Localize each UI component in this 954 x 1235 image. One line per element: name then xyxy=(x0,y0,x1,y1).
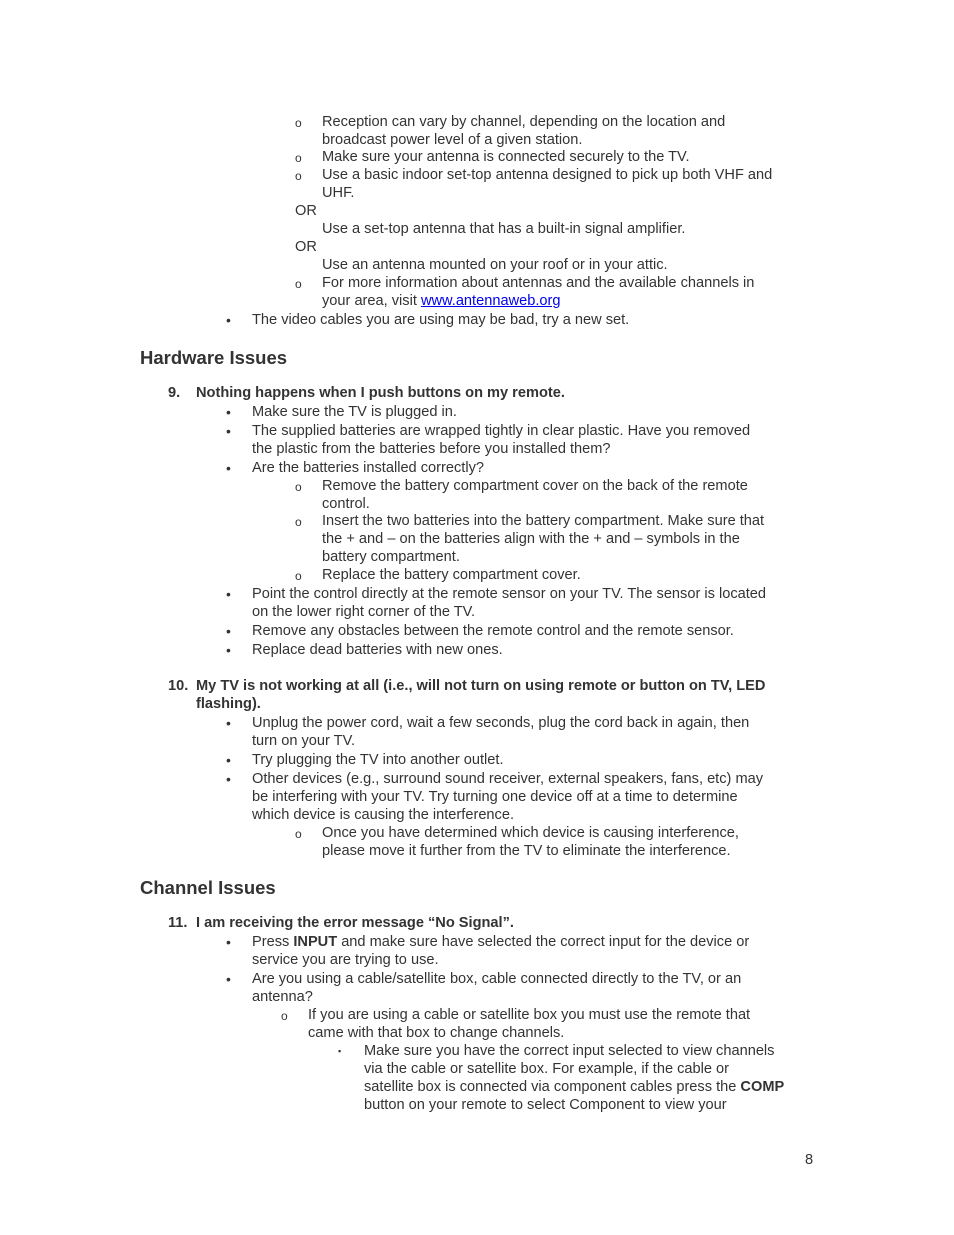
circle-bullet: o xyxy=(281,1009,288,1023)
text-line: Point the control directly at the remote sensor on your TV. The sensor is located xyxy=(252,586,767,602)
text-line: via the cable or satellite box. For example, if the cable or xyxy=(364,1061,730,1077)
bullet: • xyxy=(226,423,231,439)
or-label: OR xyxy=(295,239,317,255)
page-number: 8 xyxy=(805,1152,814,1168)
text-line: Insert the two batteries into the battery compartment. Make sure that xyxy=(322,513,765,529)
antennaweb-link[interactable]: www.antennaweb.org xyxy=(420,293,561,309)
question-text: flashing). xyxy=(196,696,261,712)
circle-bullet: o xyxy=(295,277,302,291)
circle-bullet: o xyxy=(295,515,302,529)
text-line: UHF. xyxy=(322,185,355,201)
question-number: 11. xyxy=(168,915,188,931)
text-line: Remove any obstacles between the remote control and the remote sensor. xyxy=(252,623,734,639)
bullet: • xyxy=(226,623,231,639)
text-line: be interfering with your TV. Try turning one device off at a time to determine xyxy=(252,789,738,805)
circle-bullet: o xyxy=(295,827,302,841)
circle-bullet: o xyxy=(295,151,302,165)
text-line: on the lower right corner of the TV. xyxy=(252,604,476,620)
circle-bullet: o xyxy=(295,480,302,494)
bullet: • xyxy=(226,971,231,987)
bullet: • xyxy=(226,715,231,731)
text-line: battery compartment. xyxy=(322,549,460,565)
bullet: • xyxy=(226,642,231,658)
question-number: 10. xyxy=(168,678,189,694)
text-fragment: Press xyxy=(252,934,294,950)
or-label: OR xyxy=(295,203,317,219)
text-line xyxy=(364,1078,784,1096)
text-line: which device is causing the interference. xyxy=(252,807,515,823)
text-line: Make sure your antenna is connected securely to the TV. xyxy=(322,149,690,165)
text-line: Are the batteries installed correctly? xyxy=(252,460,484,476)
text-fragment: and make sure have selected the correct input for the device or xyxy=(337,934,750,950)
text-line: came with that box to change channels. xyxy=(308,1025,565,1041)
channel-issues-heading: Channel Issues xyxy=(140,877,276,898)
comp-keyword: COMP xyxy=(740,1079,785,1095)
text-line: please move it further from the TV to eliminate the interference. xyxy=(322,843,731,859)
hardware-issues-heading: Hardware Issues xyxy=(140,347,288,368)
text-line: Reception can vary by channel, depending on the location and xyxy=(322,114,726,130)
question-text: Nothing happens when I push buttons on my remote. xyxy=(196,385,565,401)
square-bullet: ▪ xyxy=(338,1046,342,1056)
text-fragment: satellite box is connected via component cables press the xyxy=(364,1079,741,1095)
question-text: My TV is not working at all (i.e., will not turn on using remote or button on TV, LED xyxy=(196,678,766,694)
text-line: service you are trying to use. xyxy=(252,952,439,968)
bullet: • xyxy=(226,586,231,602)
text-line xyxy=(322,292,561,310)
text-line: Other devices (e.g., surround sound receiver, external speakers, fans, etc) may xyxy=(252,771,764,787)
text-line: Make sure you have the correct input selected to view channels xyxy=(364,1043,775,1059)
text-line: For more information about antennas and the available channels in xyxy=(322,275,755,291)
text-line: If you are using a cable or satellite box you must use the remote that xyxy=(308,1007,751,1023)
bullet: • xyxy=(226,404,231,420)
question-text: I am receiving the error message “No Signal”. xyxy=(196,915,514,931)
text-line: control. xyxy=(322,496,370,512)
bullet: • xyxy=(226,934,231,950)
text-line: the plastic from the batteries before you installed them? xyxy=(252,441,611,457)
text-line: antenna? xyxy=(252,989,313,1005)
text-line: Use an antenna mounted on your roof or in your attic. xyxy=(322,257,668,273)
text-line: Once you have determined which device is causing interference, xyxy=(322,825,739,841)
text-line: Unplug the power cord, wait a few seconds, plug the cord back in again, then xyxy=(252,715,750,731)
input-keyword: INPUT xyxy=(293,934,338,950)
text-fragment: your area, visit xyxy=(322,293,421,309)
circle-bullet: o xyxy=(295,569,302,583)
text-line: button on your remote to select Component to view your xyxy=(364,1097,727,1113)
text-line: The video cables you are using may be bad, try a new set. xyxy=(252,312,630,328)
text-line: broadcast power level of a given station. xyxy=(322,132,583,148)
text-line: Remove the battery compartment cover on the back of the remote xyxy=(322,478,748,494)
bullet: • xyxy=(226,460,231,476)
bullet: • xyxy=(226,771,231,787)
text-line: Replace dead batteries with new ones. xyxy=(252,642,503,658)
text-line: Use a set-top antenna that has a built-in signal amplifier. xyxy=(322,221,686,237)
text-line: Are you using a cable/satellite box, cable connected directly to the TV, or an xyxy=(252,971,742,987)
text-line xyxy=(252,933,749,951)
text-line: Use a basic indoor set-top antenna designed to pick up both VHF and xyxy=(322,167,773,183)
text-line: Try plugging the TV into another outlet. xyxy=(252,752,504,768)
text-line: the + and – on the batteries align with the + and – symbols in the xyxy=(322,531,740,547)
circle-bullet: o xyxy=(295,169,302,183)
text-line: turn on your TV. xyxy=(252,733,356,749)
bullet: • xyxy=(226,312,231,328)
text-line: Make sure the TV is plugged in. xyxy=(252,404,457,420)
circle-bullet: o xyxy=(295,116,302,130)
text-line: Replace the battery compartment cover. xyxy=(322,567,581,583)
text-line: The supplied batteries are wrapped tightly in clear plastic. Have you removed xyxy=(252,423,751,439)
question-number: 9. xyxy=(168,385,181,401)
bullet: • xyxy=(226,752,231,768)
